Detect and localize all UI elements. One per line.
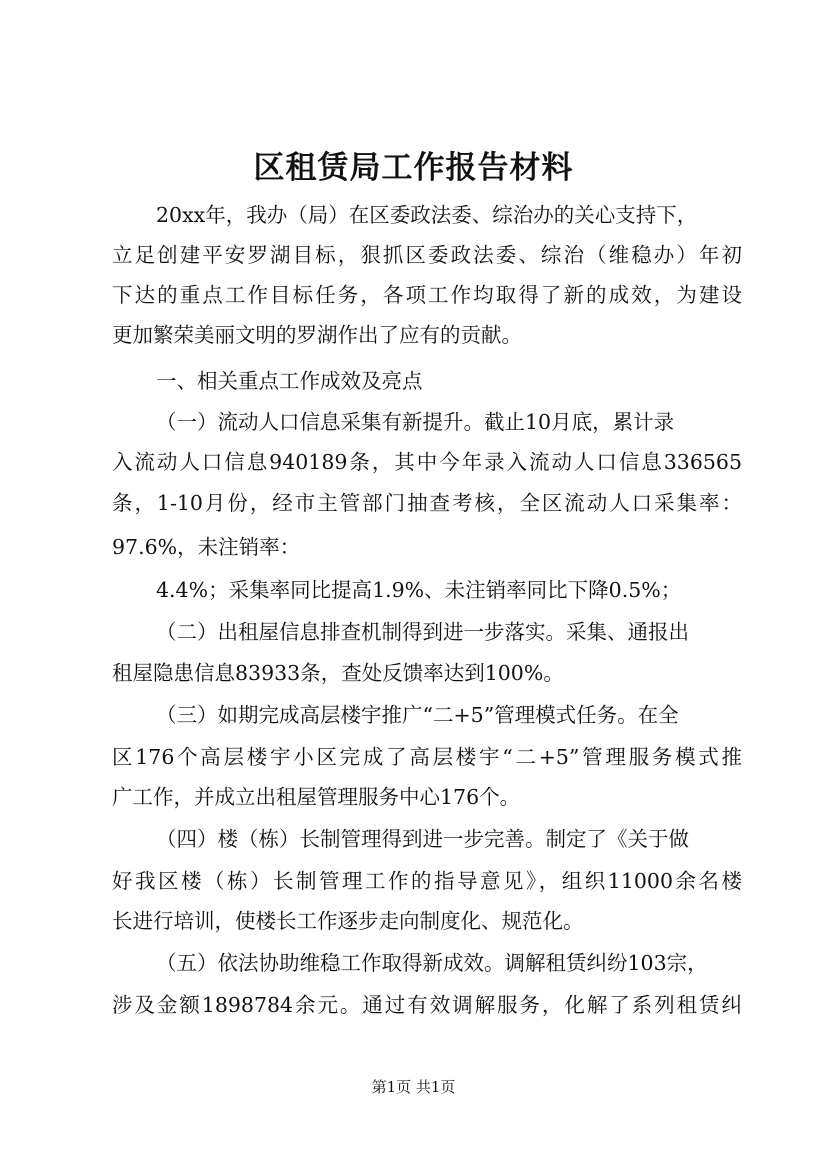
section-heading: 一、相关重点工作成效及亮点 [156,369,423,393]
body-line-3: 下达的重点工作目标任务，各项工作均取得了新的成效，为建设 [112,283,742,307]
body-line-11: （二）出租屋信息排查机制得到进一步落实。采集、通报出 [156,620,689,644]
body-line-15: 广工作，并成立出租屋管理服务中心176个。 [112,785,521,809]
body-line-1: 20xx年，我办（局）在区委政法委、综治办的关心支持下， [156,203,698,227]
body-line-12: 租屋隐患信息83933条，查处反馈率达到100%。 [112,661,564,685]
body-line-2: 立足创建平安罗湖目标，狠抓区委政法委、综治（维稳办）年初 [112,243,742,267]
page-title: 区租赁局工作报告材料 [253,150,574,186]
body-line-18: 长进行培训，使楼长工作逐步走向制度化、规范化。 [112,909,584,933]
page-footer: 第1页 共1页 [371,1078,456,1096]
body-line-8: 条，1-10月份，经市主管部门抽查考核，全区流动人口采集率： [112,491,742,515]
body-line-20: 涉及金额1898784余元。通过有效调解服务，化解了系列租赁纠 [112,993,742,1017]
body-line-4: 更加繁荣美丽文明的罗湖作出了应有的贡献。 [112,323,522,347]
body-line-17: 好我区楼（栋）长制管理工作的指导意见》，组织11000余名楼 [112,869,742,893]
body-line-10: 4.4%；采集率同比提高1.9%、未注销率同比下降0.5%； [156,578,682,602]
body-line-14: 区176个高层楼宇小区完成了高层楼宇“二+5”管理服务模式推 [112,745,742,769]
body-line-9: 97.6%，未注销率： [112,535,301,559]
body-line-13: （三）如期完成高层楼宇推广“二+5”管理模式任务。在全 [156,703,679,727]
body-line-7: 入流动人口信息940189条，其中今年录入流动人口信息336565 [112,450,742,474]
body-line-19: （五）依法协助维稳工作取得新成效。调解租赁纠纷103宗， [156,951,708,975]
body-line-6: （一）流动人口信息采集有新提升。截止10月底，累计录 [156,410,675,434]
body-line-16: （四）楼（栋）长制管理得到进一步完善。制定了《关于做 [156,827,689,851]
